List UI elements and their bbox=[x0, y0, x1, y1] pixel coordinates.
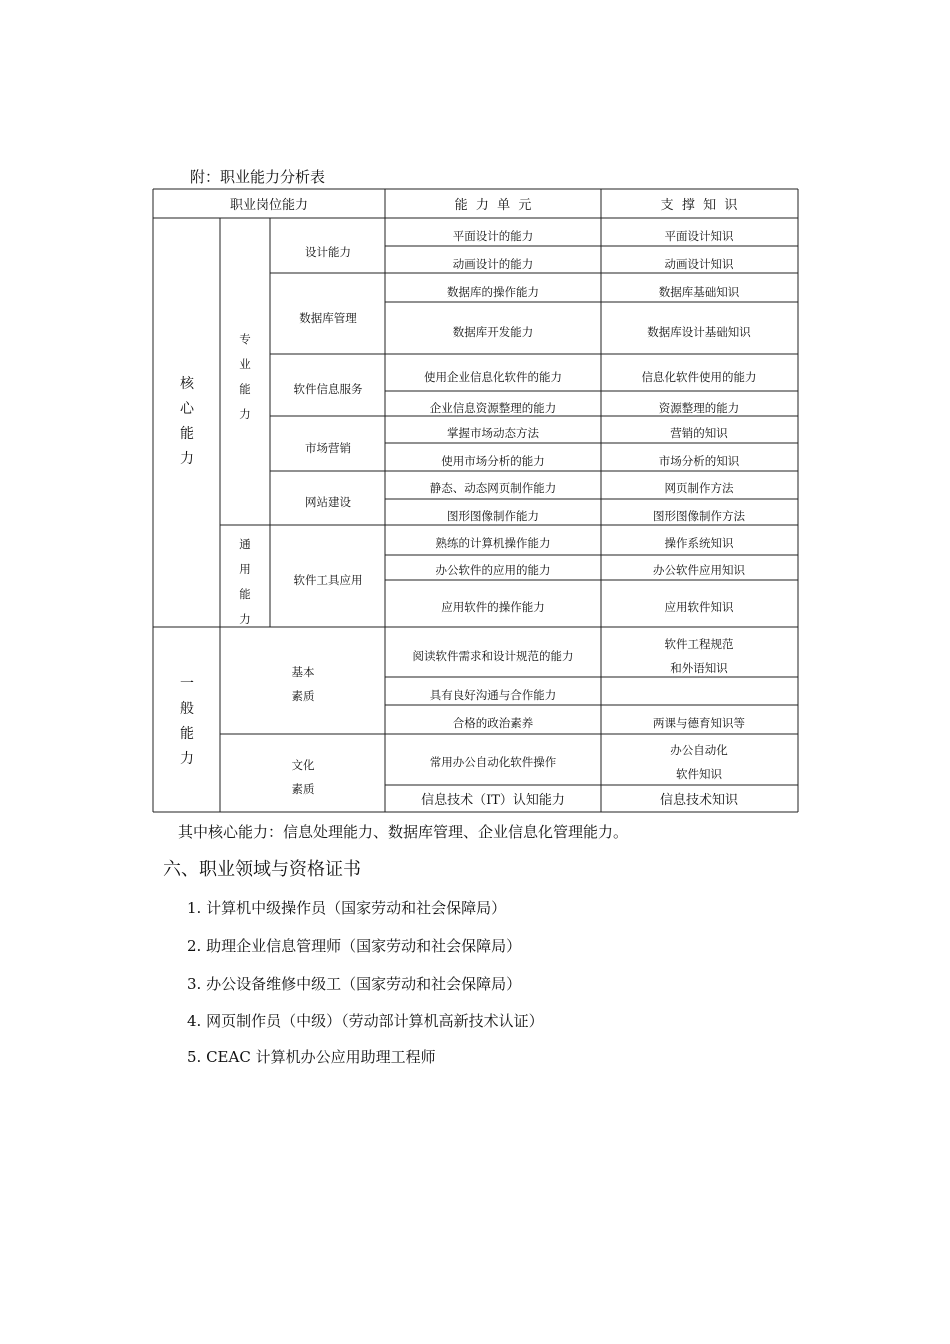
header-position-ability: 职业岗位能力 bbox=[229, 198, 309, 213]
unit-cell: 阅读软件需求和设计规范的能力 bbox=[412, 649, 574, 663]
area-tools: 软件工具应用 bbox=[293, 573, 363, 587]
knowledge-cell: 办公自动化 bbox=[670, 743, 728, 757]
svg-text:基本素质: 基本素质 bbox=[291, 665, 315, 703]
unit-cell: 图形图像制作能力 bbox=[447, 509, 539, 523]
unit-cell: 数据库的操作能力 bbox=[447, 285, 539, 299]
svg-text:通用能力: 通用能力 bbox=[239, 537, 251, 626]
header-ability-unit: 能 力 单 元 bbox=[454, 198, 532, 213]
knowledge-cell: 操作系统知识 bbox=[664, 536, 734, 550]
unit-cell: 熟练的计算机操作能力 bbox=[435, 536, 551, 550]
knowledge-cell: 动画设计知识 bbox=[664, 257, 734, 271]
unit-cell: 企业信息资源整理的能力 bbox=[429, 401, 557, 415]
unit-cell: 使用企业信息化软件的能力 bbox=[424, 370, 562, 384]
knowledge-cell: 信息化软件使用的能力 bbox=[641, 370, 757, 384]
header-supporting-knowledge: 支 撑 知 识 bbox=[660, 198, 738, 213]
knowledge-cell: 两课与德育知识等 bbox=[653, 716, 745, 730]
knowledge-cell: 应用软件知识 bbox=[664, 600, 734, 614]
unit-cell: 常用办公自动化软件操作 bbox=[429, 755, 557, 769]
svg-text:专业能力: 专业能力 bbox=[239, 332, 251, 421]
area-software-info: 软件信息服务 bbox=[293, 382, 363, 396]
unit-cell: 具有良好沟通与合作能力 bbox=[429, 688, 557, 702]
group-general-use-label bbox=[239, 537, 251, 626]
knowledge-cell: 资源整理的能力 bbox=[658, 401, 740, 415]
group-basic-quality-label bbox=[292, 665, 315, 703]
group-core-label bbox=[180, 375, 195, 467]
knowledge-cell: 软件知识 bbox=[676, 767, 722, 781]
certificate-item: 5. CEAC 计算机办公应用助理工程师 bbox=[187, 1048, 436, 1066]
section-heading: 六、职业领域与资格证书 bbox=[163, 859, 361, 880]
knowledge-cell: 市场分析的知识 bbox=[658, 454, 740, 468]
knowledge-cell: 数据库基础知识 bbox=[658, 285, 740, 299]
unit-cell: 掌握市场动态方法 bbox=[447, 426, 539, 440]
area-database: 数据库管理 bbox=[299, 311, 357, 325]
unit-cell: 合格的政治素养 bbox=[452, 716, 534, 730]
knowledge-cell: 和外语知识 bbox=[670, 661, 728, 675]
svg-text:文化素质: 文化素质 bbox=[291, 758, 315, 796]
unit-cell: 办公软件的应用的能力 bbox=[435, 563, 551, 577]
knowledge-cell: 营销的知识 bbox=[670, 426, 728, 440]
unit-cell: 数据库开发能力 bbox=[452, 325, 534, 339]
group-general-label bbox=[180, 676, 194, 767]
unit-cell: 静态、动态网页制作能力 bbox=[429, 481, 557, 495]
knowledge-cell: 平面设计知识 bbox=[664, 229, 734, 243]
certificate-item: 4. 网页制作员（中级）（劳动部计算机高新技术认证） bbox=[187, 1012, 544, 1030]
knowledge-cell: 信息技术知识 bbox=[659, 793, 739, 808]
area-design: 设计能力 bbox=[305, 245, 351, 259]
certificate-item: 3. 办公设备维修中级工（国家劳动和社会保障局） bbox=[187, 975, 522, 993]
knowledge-cell: 图形图像制作方法 bbox=[653, 509, 745, 523]
unit-cell: 使用市场分析的能力 bbox=[441, 454, 545, 468]
core-ability-note: 其中核心能力：信息处理能力、数据库管理、企业信息化管理能力。 bbox=[178, 823, 629, 841]
knowledge-cell: 办公软件应用知识 bbox=[653, 563, 745, 577]
certificate-item: 2. 助理企业信息管理师（国家劳动和社会保障局） bbox=[187, 937, 522, 955]
unit-cell: 应用软件的操作能力 bbox=[441, 600, 545, 614]
knowledge-cell: 网页制作方法 bbox=[664, 481, 734, 495]
group-culture-quality-label bbox=[292, 758, 315, 796]
certificate-item: 1. 计算机中级操作员（国家劳动和社会保障局） bbox=[187, 899, 507, 917]
svg-text:核心能力: 核心能力 bbox=[180, 376, 194, 467]
table-caption: 附：职业能力分析表 bbox=[190, 168, 326, 186]
unit-cell: 平面设计的能力 bbox=[452, 229, 534, 243]
unit-cell: 动画设计的能力 bbox=[452, 257, 534, 271]
svg-text:一般能力: 一般能力 bbox=[180, 676, 194, 767]
unit-cell: 信息技术（IT）认知能力 bbox=[421, 793, 565, 808]
knowledge-cell: 软件工程规范 bbox=[664, 637, 734, 651]
area-marketing: 市场营销 bbox=[305, 441, 351, 455]
area-website: 网站建设 bbox=[305, 495, 351, 509]
group-professional-label bbox=[239, 332, 251, 421]
knowledge-cell: 数据库设计基础知识 bbox=[647, 325, 751, 339]
